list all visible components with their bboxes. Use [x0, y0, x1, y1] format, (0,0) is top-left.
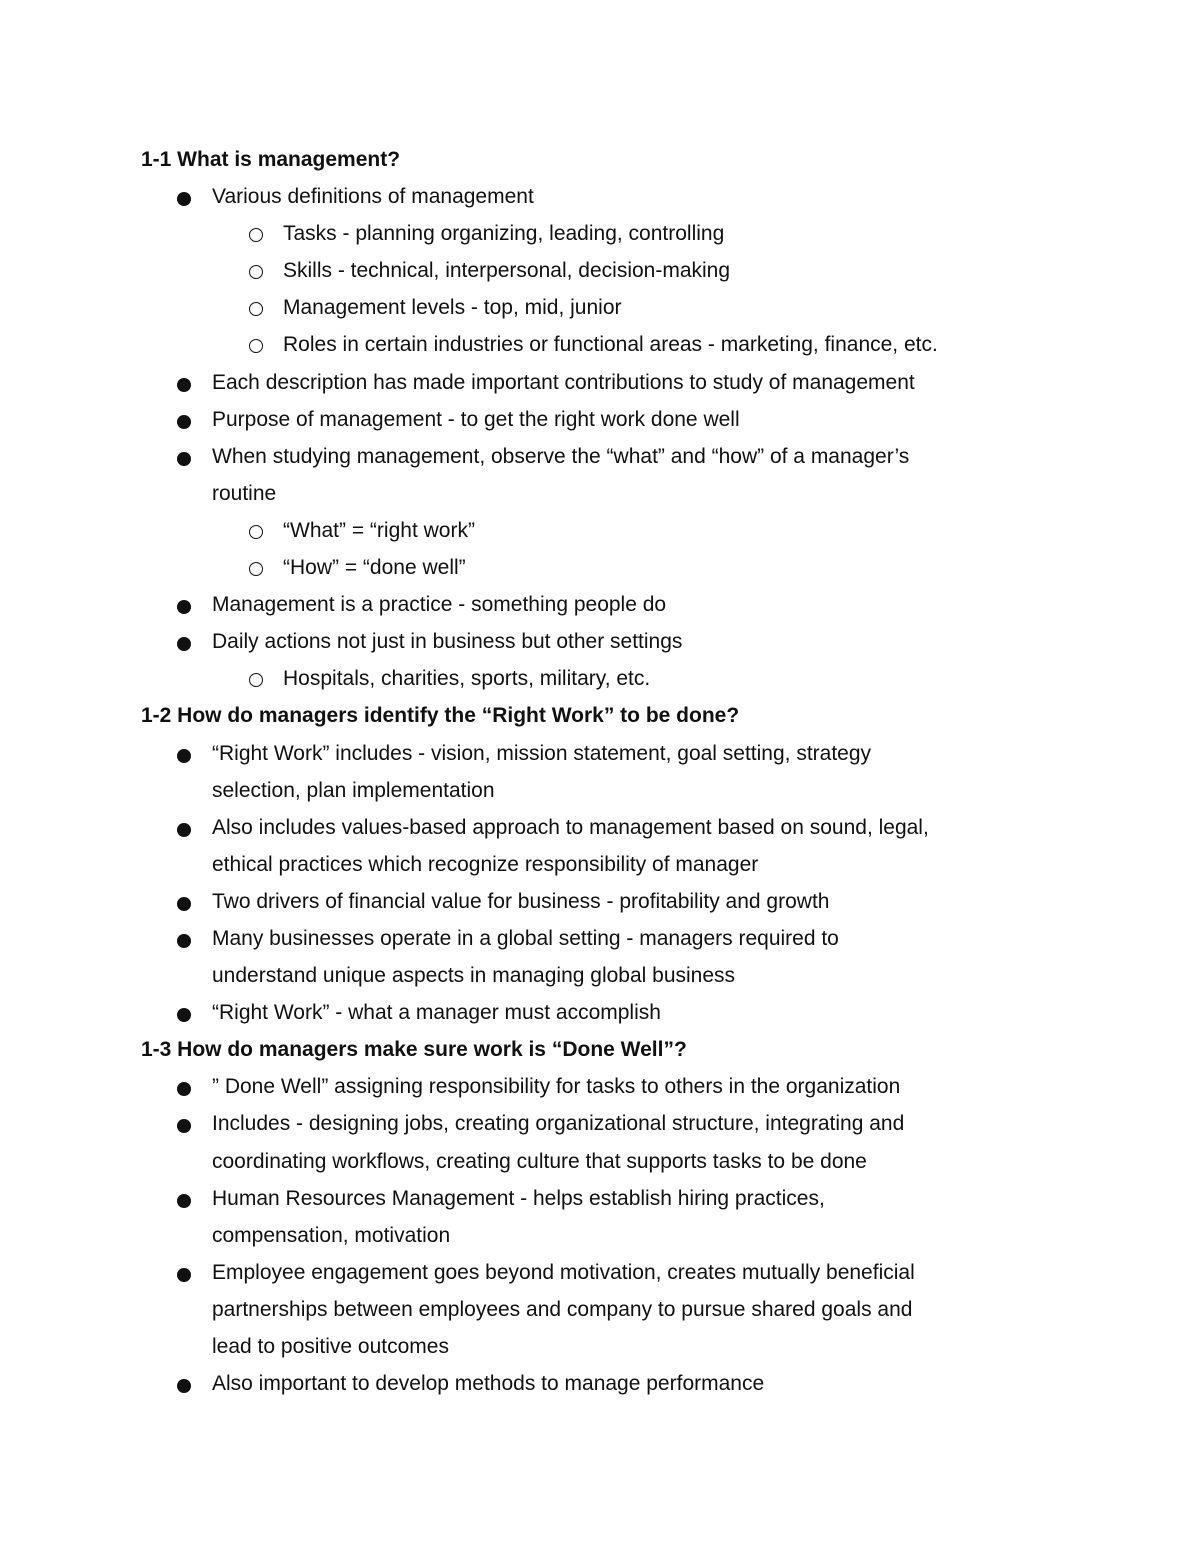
bullet-text: Many businesses operate in a global setting - managers required to: [212, 926, 839, 950]
bullet-text: Tasks - planning organizing, leading, controlling: [283, 222, 725, 246]
bullet-text: Each description has made important contributions to study of management: [212, 370, 915, 394]
bullet-text: “Right Work” includes - vision, mission statement, goal setting, strategy: [212, 741, 872, 765]
bullet-text: Management levels - top, mid, junior: [283, 296, 622, 320]
bullet-text: partnerships between employees and company to pursue shared goals and: [212, 1297, 913, 1321]
bullet-text: selection, plan implementation: [212, 778, 495, 802]
bullet-item: [0, 735, 1200, 772]
bullet-item: [0, 809, 1200, 846]
filled-bullet-icon: [177, 1194, 191, 1208]
filled-bullet-icon: [177, 192, 191, 206]
bullet-text: “Right Work” - what a manager must accomplish: [212, 1001, 661, 1025]
filled-bullet-icon: [177, 452, 191, 466]
bullet-continuation: [0, 846, 1200, 883]
bullet-item: [0, 883, 1200, 920]
sub-bullet-item: [0, 215, 1200, 252]
sub-bullet-item: [0, 549, 1200, 586]
bullet-text: Various definitions of management: [212, 185, 534, 209]
section-heading: 1-3 How do managers make sure work is “Done Well”?: [141, 1038, 687, 1062]
bullet-continuation: [0, 1143, 1200, 1180]
bullet-text: coordinating workflows, creating culture that supports tasks to be done: [212, 1149, 867, 1173]
bullet-item: [0, 1180, 1200, 1217]
filled-bullet-icon: [177, 749, 191, 763]
section-heading: 1-1 What is management?: [141, 148, 401, 171]
bullet-text: Roles in certain industries or functional areas - marketing, finance, etc.: [283, 333, 938, 357]
hollow-bullet-icon: [249, 228, 263, 242]
bullet-text: Two drivers of financial value for business - profitability and growth: [212, 889, 830, 913]
bullet-text: ethical practices which recognize responsibility of manager: [212, 852, 759, 876]
bullet-text: understand unique aspects in managing global business: [212, 964, 736, 988]
bullet-text: Management is a practice - something people do: [212, 593, 667, 617]
bullet-text: Also includes values-based approach to management based on sound, legal,: [212, 815, 929, 839]
bullet-text: When studying management, observe the “what” and “how” of a manager’s: [212, 444, 910, 468]
bullet-continuation: [0, 1291, 1200, 1328]
sub-bullet-item: [0, 326, 1200, 363]
filled-bullet-icon: [177, 1268, 191, 1282]
bullet-text: routine: [212, 481, 277, 505]
bullet-item: [0, 994, 1200, 1031]
bullet-item: [0, 1365, 1200, 1402]
document-page: [0, 141, 1200, 1402]
bullet-item: [0, 586, 1200, 623]
bullet-item: [0, 920, 1200, 957]
hollow-bullet-icon: [249, 673, 263, 687]
filled-bullet-icon: [177, 600, 191, 614]
bullet-item: [0, 178, 1200, 215]
bullet-text: Also important to develop methods to manage performance: [212, 1372, 765, 1396]
bullet-item: [0, 438, 1200, 475]
bullet-continuation: [0, 1217, 1200, 1254]
hollow-bullet-icon: [249, 302, 263, 316]
bullet-item: [0, 623, 1200, 660]
filled-bullet-icon: [177, 823, 191, 837]
filled-bullet-icon: [177, 637, 191, 651]
bullet-text: compensation, motivation: [212, 1223, 451, 1247]
bullet-text: Includes - designing jobs, creating organizational structure, integrating and: [212, 1112, 905, 1136]
sub-bullet-item: [0, 289, 1200, 326]
bullet-item: [0, 1254, 1200, 1291]
bullet-text: ” Done Well” assigning responsibility for tasks to others in the organization: [212, 1075, 901, 1099]
sub-bullet-item: [0, 512, 1200, 549]
hollow-bullet-icon: [249, 339, 263, 353]
sub-bullet-item: [0, 660, 1200, 697]
filled-bullet-icon: [177, 378, 191, 392]
bullet-text: Daily actions not just in business but other settings: [212, 630, 683, 654]
bullet-item: [0, 1068, 1200, 1105]
hollow-bullet-icon: [249, 265, 263, 279]
bullet-item: [0, 401, 1200, 438]
bullet-text: Human Resources Management - helps establish hiring practices,: [212, 1186, 825, 1210]
filled-bullet-icon: [177, 1379, 191, 1393]
hollow-bullet-icon: [249, 562, 263, 576]
bullet-continuation: [0, 772, 1200, 809]
bullet-continuation: [0, 957, 1200, 994]
bullet-text: Purpose of management - to get the right work done well: [212, 407, 740, 431]
bullet-continuation: [0, 475, 1200, 512]
bullet-text: Employee engagement goes beyond motivation, creates mutually beneficial: [212, 1260, 915, 1284]
bullet-text: Skills - technical, interpersonal, decision-making: [283, 259, 731, 283]
bullet-text: “What” = “right work”: [283, 518, 475, 542]
bullet-item: [0, 1105, 1200, 1142]
bullet-text: lead to positive outcomes: [212, 1335, 449, 1358]
bullet-item: [0, 364, 1200, 401]
bullet-text: “How” = “done well”: [283, 556, 466, 580]
filled-bullet-icon: [177, 897, 191, 911]
filled-bullet-icon: [177, 934, 191, 948]
bullet-continuation: [0, 1328, 1200, 1365]
filled-bullet-icon: [177, 1082, 191, 1096]
filled-bullet-icon: [177, 415, 191, 429]
filled-bullet-icon: [177, 1119, 191, 1133]
sub-bullet-item: [0, 252, 1200, 289]
bullet-text: Hospitals, charities, sports, military, etc.: [283, 667, 651, 691]
filled-bullet-icon: [177, 1008, 191, 1022]
hollow-bullet-icon: [249, 525, 263, 539]
section-heading: 1-2 How do managers identify the “Right Work” to be done?: [141, 704, 740, 728]
